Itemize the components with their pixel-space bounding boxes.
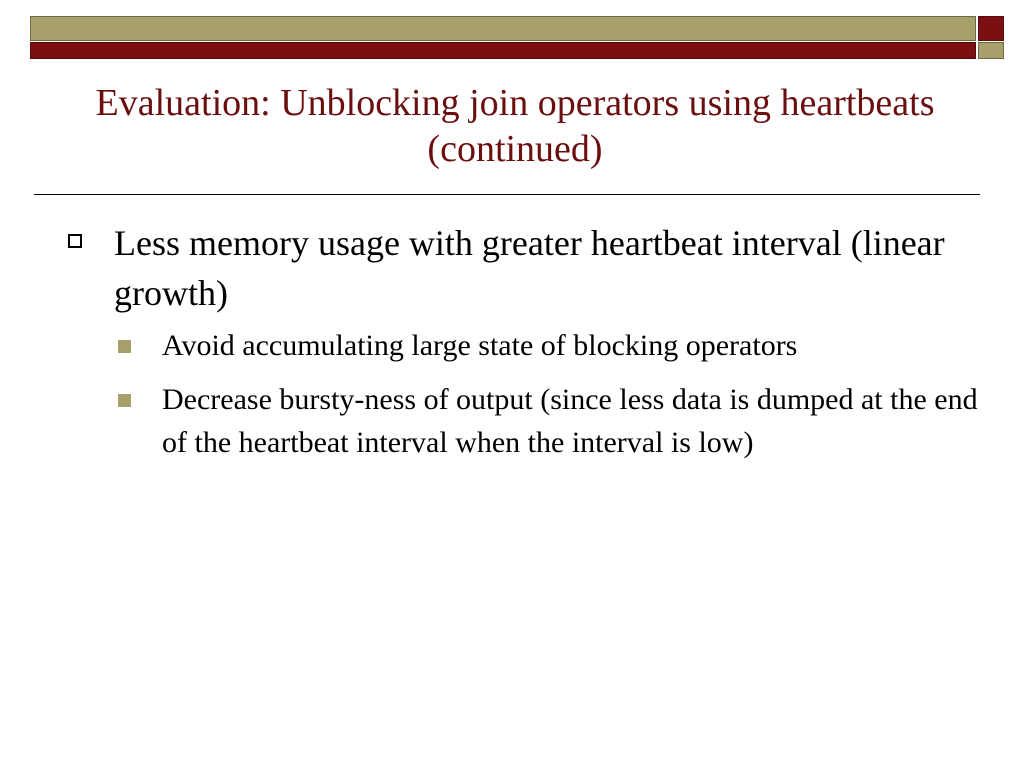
slide-title: Evaluation: Unblocking join operators using heartbeats (continued) (95, 82, 935, 170)
filled-square-bullet-icon (118, 394, 131, 407)
slide-body (62, 218, 982, 475)
filled-square-bullet-icon (118, 340, 131, 353)
header-olive-square (978, 42, 1004, 59)
header-maroon-square (978, 16, 1004, 41)
sub-bullet-list (114, 324, 982, 464)
bullet-level2 (114, 378, 982, 464)
title-divider (34, 194, 980, 195)
bullet-text: Less memory usage with greater heartbeat interval (linear growth) (114, 223, 945, 313)
sub-bullet-text: Avoid accumulating large state of blocking operators (162, 329, 798, 362)
header-maroon-bar (30, 42, 976, 59)
bullet-level1 (62, 218, 982, 318)
header-olive-bar (30, 16, 976, 41)
bullet-level2 (114, 324, 982, 367)
hollow-square-bullet-icon (68, 234, 82, 248)
sub-bullet-text: Decrease bursty-ness of output (since less data is dumped at the end of the heartbeat interval when the interval is low) (162, 383, 978, 459)
